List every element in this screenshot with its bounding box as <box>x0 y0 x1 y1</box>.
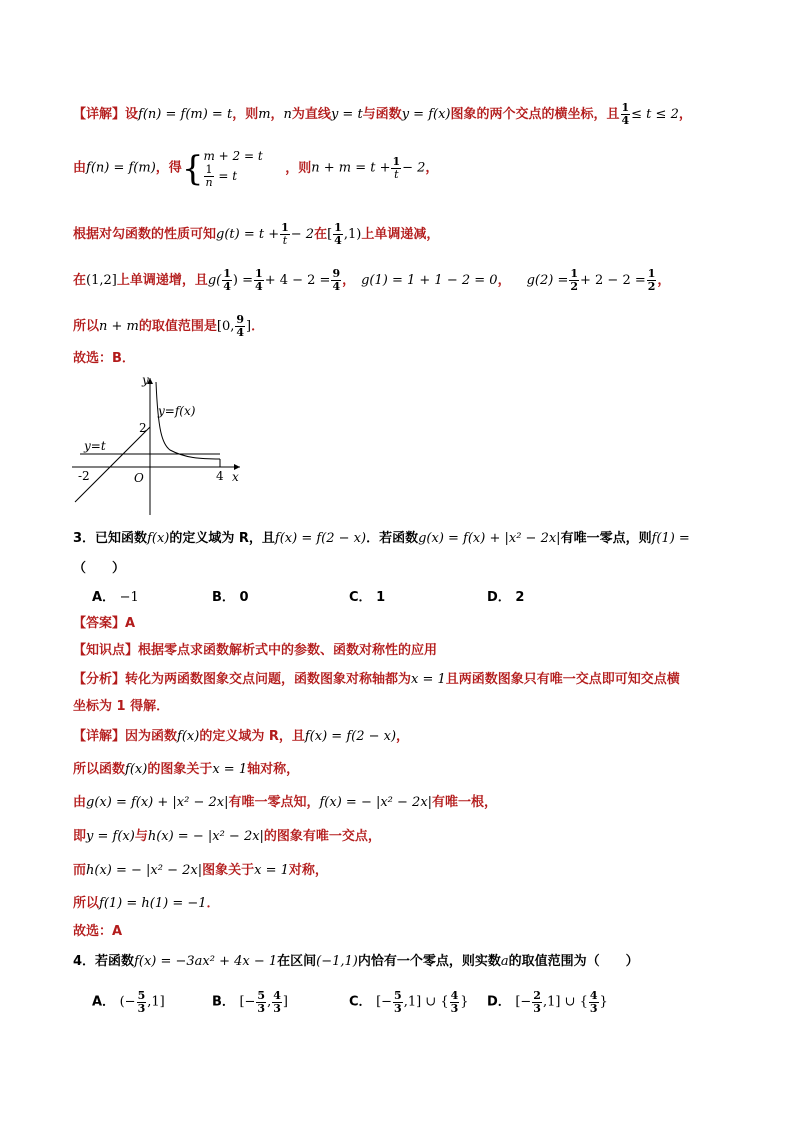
q2-detail-line-4: 在(1,2]上单调递增，且g( $\frac{1}{4}$ ) = $\frac{1}{4}$ + 4 − 2 = $\frac{9}{4}$ ， g(1) = 1 + 1 − 2 = 0， g(2) = $\frac{1}{2}$ + 2 − 2 = $\frac{1}{2}$ ， <box>73 267 671 293</box>
q3-analysis-line-2: 坐标为 1 得解． <box>73 699 170 714</box>
fraction-1-4: $\frac{1}{4}$ <box>621 101 630 127</box>
curve-label: y=f(x) <box>158 404 196 418</box>
x-axis-label: x <box>232 470 239 484</box>
q3-knowledge: 【知识点】根据零点求函数解析式中的参数、函数对称性的应用 <box>73 643 438 658</box>
fraction-1-t: $\frac{1}{t}$ <box>281 221 289 247</box>
q3-detail-line-6: 所以f(1) = h(1) = −1． <box>73 896 220 911</box>
fraction-1-2: $\frac{1}{2}$ <box>570 267 578 293</box>
q3-option-c[interactable]: C． 1 <box>349 590 386 605</box>
fraction-1-2: $\frac{1}{2}$ <box>647 267 656 293</box>
q3-analysis-line-1: 【分析】转化为两函数图象交点问题，函数图象对称轴都为x = 1且两函数图象只有唯一交点即可知交点横 <box>73 672 680 687</box>
tick-4: 4 <box>216 469 224 483</box>
q3-option-a[interactable]: A． −1 <box>92 590 139 605</box>
q3-stem: 3．已知函数f(x)的定义域为 R，且f(x) = f(2 − x)．若函数g(x) = f(x) + |x² − 2x|有唯一零点，则f(1) = <box>73 531 690 546</box>
q3-paren: （ ） <box>73 561 126 576</box>
equation-system: m + 2 = t $\frac{1}{n}$ = t <box>203 149 263 189</box>
fraction-1-t: $\frac{1}{t}$ <box>392 155 401 181</box>
fraction-1-4: $\frac{1}{4}$ <box>223 267 231 293</box>
q3-detail-line-5: 而h(x) = − |x² − 2x|图象关于x = 1对称， <box>73 863 328 878</box>
y-axis-label: y <box>142 373 149 387</box>
q2-detail-line-3: 根据对勾函数的性质可知g(t) = t + $\frac{1}{t}$ − 2在[ $\frac{1}{4}$ ,1)上单调递减， <box>73 221 440 247</box>
fraction-1-4: $\frac{1}{4}$ <box>334 221 342 247</box>
fraction-9-4: $\frac{9}{4}$ <box>236 313 245 339</box>
q4-stem: 4．若函数f(x) = −3ax² + 4x − 1在区间(−1,1)内恰有一个零点，则实数a的取值范围为（ ） <box>73 954 639 969</box>
tick-neg-2: -2 <box>78 469 90 483</box>
q2-answer: 故选：B． <box>73 351 135 366</box>
q2-detail-line-1: 【详解】设f(n) = f(m) = t，则m，n为直线y = t与函数y = f(x)图象的两个交点的横坐标，且 $\frac{1}{4}$ ≤ t ≤ 2， <box>73 101 692 127</box>
q3-detail-line-2: 所以函数f(x)的图象关于x = 1轴对称， <box>73 762 300 777</box>
q4-option-b[interactable]: B． [− $\frac{5}{3}$ , $\frac{4}{3}$ ] <box>212 989 288 1015</box>
origin-label: O <box>134 471 144 485</box>
q3-option-d[interactable]: D． 2 <box>487 590 525 605</box>
q2-detail-line-2: 由f(n) = f(m)，得{ m + 2 = t $\frac{1}{n}$ = t ，则n + m = t + $\frac{1}{t}$ − 2， <box>73 148 439 189</box>
fraction-9-4: $\frac{9}{4}$ <box>332 267 341 293</box>
equation-system-brace: { <box>181 148 204 189</box>
detail-tag: 【详解】 <box>73 107 126 122</box>
curve-branch <box>156 382 220 459</box>
q4-option-d[interactable]: D． [− $\frac{2}{3}$ ,1] ∪ { $\frac{4}{3}$ } <box>487 989 608 1015</box>
q3-final: 故选：A <box>73 924 123 939</box>
line-label: y=t <box>84 439 106 453</box>
q3-detail-line-1: 【详解】因为函数f(x)的定义域为 R，且f(x) = f(2 − x)， <box>73 729 410 744</box>
q3-answer: 【答案】A <box>73 616 136 631</box>
q4-option-c[interactable]: C． [− $\frac{5}{3}$ ,1] ∪ { $\frac{4}{3}$ } <box>349 989 469 1015</box>
q2-detail-line-5: 所以n + m的取值范围是[0, $\frac{9}{4}$ ]． <box>73 313 265 339</box>
q3-detail-line-4: 即y = f(x)与h(x) = − |x² − 2x|的图象有唯一交点， <box>73 829 381 844</box>
function-graph <box>70 370 250 520</box>
tick-2: 2 <box>139 421 147 435</box>
fraction-1-4: $\frac{1}{4}$ <box>255 267 263 293</box>
q3-option-b[interactable]: B． 0 <box>212 590 249 605</box>
q4-option-a[interactable]: A． (− $\frac{5}{3}$ ,1] <box>92 989 165 1015</box>
q3-detail-line-3: 由g(x) = f(x) + |x² − 2x|有唯一零点知，f(x) = − |x² − 2x|有唯一根， <box>73 795 498 810</box>
